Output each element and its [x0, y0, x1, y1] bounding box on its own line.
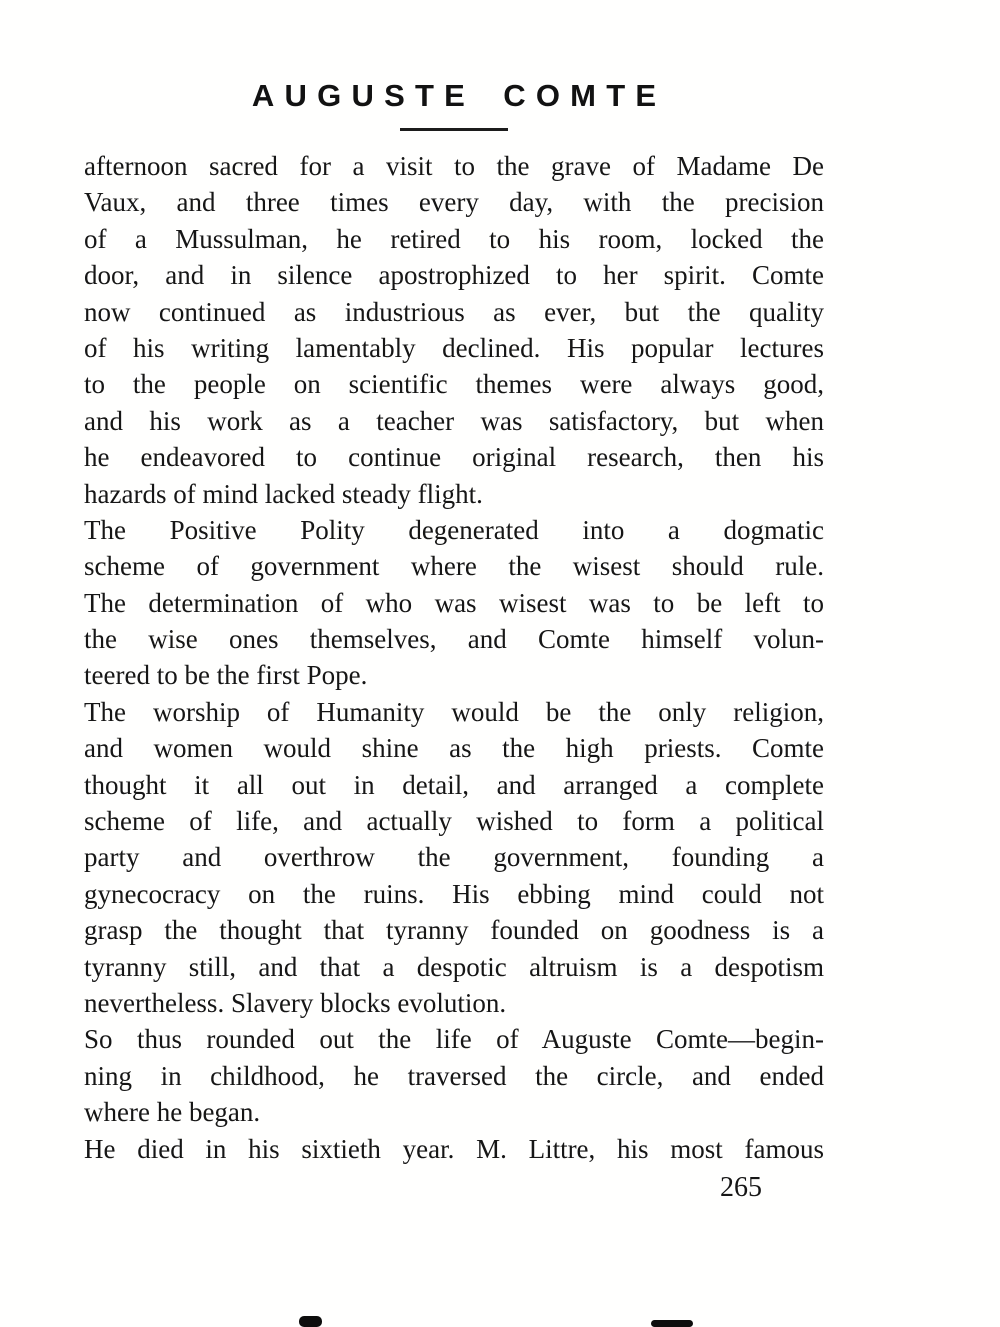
paragraph: [84, 1131, 824, 1167]
text-line: ning in childhood, he traversed the circle, and ended: [84, 1060, 824, 1091]
page-number: 265: [720, 1171, 762, 1203]
text-line: now continued as industrious as ever, but the quality: [84, 296, 824, 327]
text-line: gynecocracy on the ruins. His ebbing mind could not: [84, 878, 824, 909]
paragraph: [84, 1021, 824, 1130]
text-line: nevertheless. Slavery blocks evolution.: [84, 987, 507, 1018]
text-line: where he began.: [84, 1097, 261, 1128]
scan-artifact: [299, 1316, 322, 1327]
paragraph: [84, 694, 824, 1022]
text-line: and his work as a teacher was satisfactory, but when: [84, 405, 824, 436]
text-line: afternoon sacred for a visit to the grave of Madame De: [84, 151, 824, 181]
text-line: door, and in silence apostrophized to her spirit. Comte: [84, 260, 824, 291]
text-line: tyranny still, and that a despotic altruism is a despotism: [84, 951, 824, 982]
page-content: [84, 78, 824, 1206]
text-line: The Positive Polity degenerated into a dogmatic: [84, 514, 824, 545]
text-line: hazards of mind lacked steady flight.: [84, 478, 483, 509]
paragraph: [84, 148, 824, 512]
text-line: and women would shine as the high priests. Comte: [84, 733, 824, 764]
text-line: So thus rounded out the life of Auguste Comte—begin-: [84, 1024, 824, 1055]
text-line: to the people on scientific themes were always good,: [84, 369, 824, 400]
text-line: teered to be the first Pope.: [84, 660, 368, 691]
text-line: he endeavored to continue original research, then his: [84, 442, 824, 473]
text-line: The determination of who was wisest was to be left to: [84, 587, 824, 618]
text-line: grasp the thought that tyranny founded on goodness is a: [84, 915, 824, 946]
page-title: AUGUSTE COMTE: [251, 78, 667, 113]
text-line: of a Mussulman, he retired to his room, locked the: [84, 223, 824, 254]
text-line: thought it all out in detail, and arranged a complete: [84, 769, 824, 800]
text-line: of his writing lamentably declined. His popular lectures: [84, 332, 824, 363]
text-line: Vaux, and three times every day, with the precision: [84, 187, 824, 218]
text-line: scheme of government where the wisest should rule.: [84, 551, 824, 582]
text-line: scheme of life, and actually wished to form a political: [84, 806, 824, 837]
paragraph: [84, 512, 824, 694]
text-line: the wise ones themselves, and Comte himself volun-: [84, 624, 824, 655]
text-line: He died in his sixtieth year. M. Littre, his most famous: [84, 1133, 824, 1164]
text-line: The worship of Humanity would be the only religion,: [84, 696, 824, 727]
title-divider: [400, 128, 508, 131]
text-line: party and overthrow the government, founding a: [84, 842, 824, 873]
scan-artifact: [651, 1320, 693, 1327]
page-body: [84, 148, 824, 1167]
